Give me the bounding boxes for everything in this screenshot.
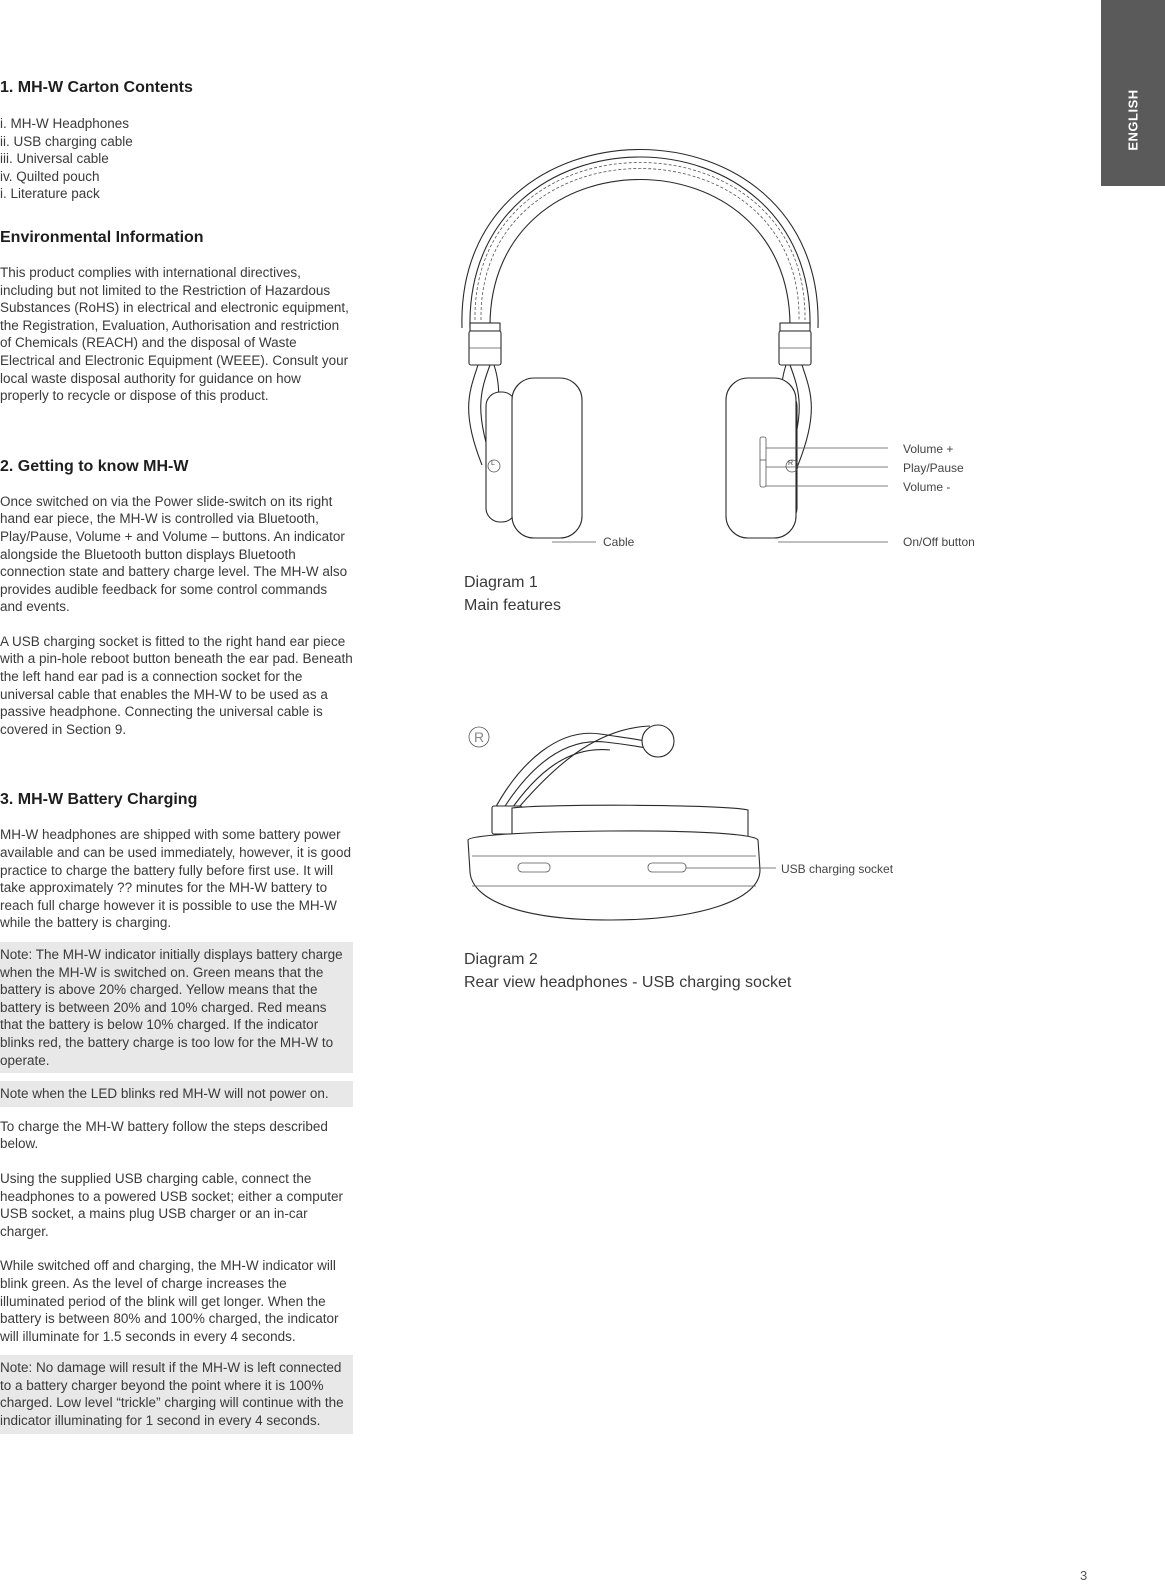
diagram1-caption-title: Diagram 1 bbox=[464, 574, 538, 591]
callout-cable: Cable bbox=[603, 535, 635, 549]
battery-note2: Note when the LED blinks red MH-W will not power on. bbox=[0, 1086, 329, 1102]
battery-note3-box bbox=[0, 1355, 353, 1433]
callout-volume-plus: Volume + bbox=[903, 442, 954, 456]
carton-item: iii. Universal cable bbox=[0, 151, 109, 167]
battery-para2: To charge the MH-W battery follow the steps described below. bbox=[0, 1118, 328, 1152]
getting-to-know-title: 2. Getting to know MH-W bbox=[0, 457, 189, 475]
diagram2-caption-title: Diagram 2 bbox=[464, 951, 538, 968]
ear-letter-right: R bbox=[788, 460, 794, 467]
getting-to-know-para1: Once switched on via the Power slide-switch on its right hand ear piece, the MH-W is controlled via Bluetooth, Play/Pause, Volume + and Volume – buttons. An indicator alongside the Bluetooth button displays Bluetooth connection state and battery charge level. The MH-W also provides audible feedback for some control commands and events. bbox=[0, 493, 348, 615]
carton-item: i. Literature pack bbox=[0, 186, 100, 202]
battery-para1: MH-W headphones are shipped with some battery power available and can be used immediately, however, it is good practice to charge the battery fully before first use. It will take approximately ?? minutes for the MH-W battery to reach full charge however it is possible to use the MH-W while the battery is charging. bbox=[0, 827, 351, 931]
getting-to-know-para2: A USB charging socket is fitted to the right hand ear piece with a pin-hole reboot button beneath the ear pad. Beneath the left hand ear pad is a connection socket for the universal cable that enables the MH-W to be used as a passive headphone. Connecting the universal cable is covered in Section 9. bbox=[0, 633, 353, 737]
page-number: 3 bbox=[1080, 1568, 1088, 1583]
battery-para4: While switched off and charging, the MH-W indicator will blink green. As the level of charge increases the illuminated period of the blink will get longer. When the battery is between 80% and 100% charged, the indicator will illuminate for 1.5 seconds in every 4 seconds. bbox=[0, 1258, 339, 1344]
carton-item: iv. Quilted pouch bbox=[0, 168, 100, 184]
battery-note2-box bbox=[0, 1081, 353, 1107]
diagram1-caption-subtitle: Main features bbox=[464, 597, 561, 614]
carton-title: 1. MH-W Carton Contents bbox=[0, 79, 193, 96]
carton-item: ii. USB charging cable bbox=[0, 133, 133, 149]
diagram2-caption-subtitle: Rear view headphones - USB charging socket bbox=[464, 974, 792, 991]
environment-body: This product complies with international directives, including but not limited to the Restriction of Hazardous Substances (RoHS) in electrical and electronic equipment, the Registration, Evaluation, Authorisation and restriction of Chemicals (REACH) and the disposal of Waste Electrical and Electronic Equipment (WEEE). Consult your local waste disposal authority for guidance on how properly to recycle or dispose of this product. bbox=[0, 264, 349, 404]
battery-note1: Note: The MH-W indicator initially displays battery charge when the MH-W is switched on. Green means that the battery is above 20% charged. Yellow means that the battery is between 20% and 10% charged. Red means that the battery is below 10% charged. If the indicator blinks red, the battery charge is too low for the MH-W to operate. bbox=[0, 947, 343, 1068]
battery-note3: Note: No damage will result if the MH-W is left connected to a battery charger beyond the point where it is 100% charged. Low level “trickle” charging will continue with the indicator illuminating for 1 second in every 4 seconds. bbox=[0, 1360, 344, 1429]
diagram2-caption bbox=[464, 948, 791, 994]
callout-usb-socket: USB charging socket bbox=[781, 862, 894, 876]
callout-volume-minus: Volume - bbox=[903, 480, 951, 494]
battery-para3: Using the supplied USB charging cable, connect the headphones to a powered USB socket; either a computer USB socket, a mains plug USB charger or an in-car charger. bbox=[0, 1170, 343, 1239]
language-tab-label: ENGLISH bbox=[1125, 89, 1141, 151]
environment-title: Environmental Information bbox=[0, 228, 204, 246]
callout-play-pause: Play/Pause bbox=[903, 461, 964, 475]
diagram2-side-letter: R bbox=[474, 729, 485, 745]
callout-on-off: On/Off button bbox=[903, 535, 975, 549]
carton-item: i. MH-W Headphones bbox=[0, 116, 130, 131]
ear-letter-left: L bbox=[491, 460, 495, 467]
battery-title: 3. MH-W Battery Charging bbox=[0, 791, 198, 809]
